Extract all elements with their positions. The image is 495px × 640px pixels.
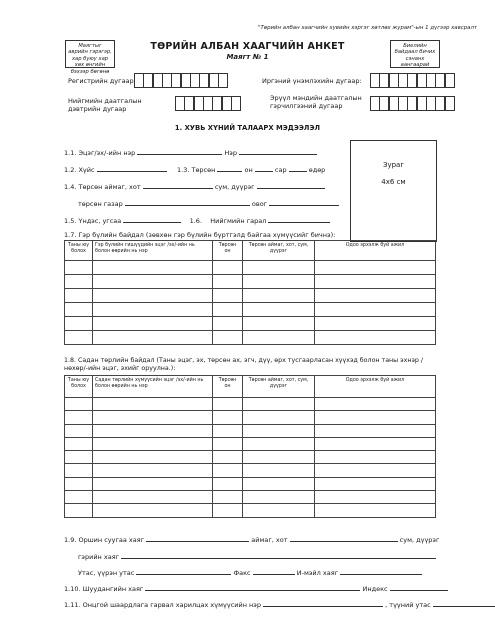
relatives-col-name: Садан төрлийн хүмүүсийн эцэг /эх/-ийн нь болон өөрийн нь нэр [93, 376, 213, 398]
field-1-11 [64, 600, 495, 609]
birth-month-input[interactable] [255, 165, 273, 172]
birth-district-input[interactable] [257, 182, 325, 189]
table-row[interactable] [65, 504, 436, 517]
ethnicity-input[interactable] [123, 216, 181, 223]
field-1-9 [64, 535, 439, 544]
relatives-col-place: Төрсөн аймаг, хот, сум, дүүрэг [243, 376, 315, 398]
field-1-10 [64, 584, 448, 593]
field-1-2-label: 1.2. Хүйс [64, 166, 95, 174]
section1-title: 1. ХУВЬ ХҮНИЙ ТАЛААРХ МЭДЭЭЛЭЛ [174, 124, 321, 132]
relatives-col-year: Төрсөн он [213, 376, 243, 398]
fax-label: Факс [233, 569, 251, 577]
field-1-1-label: 1.1. Эцэг/эх/-ийн нэр [64, 149, 136, 157]
table-row[interactable] [65, 275, 436, 289]
emergency-phone-input[interactable] [433, 600, 495, 607]
birth-day-input[interactable] [289, 165, 307, 172]
province-input[interactable] [290, 535, 398, 542]
field-1-6-num: 1.6. [189, 217, 203, 225]
photo-label: Зураг [382, 161, 405, 169]
birth-province-input[interactable] [143, 182, 213, 189]
day-label: өдөр [308, 166, 326, 174]
family-col-job: Одоо эрхэлж буй ажил [315, 241, 436, 261]
postal-address-input[interactable] [145, 584, 360, 591]
field-1-4-label: 1.4. Төрсөн аймаг, хот [64, 183, 141, 191]
header-note: "Төрийн албан хаагчийн хувийн хэргэг хөтлөх журам"-ын 1 дүгээр хавсралт [258, 25, 478, 31]
field-1-9-home [78, 552, 436, 561]
health-label-1: Эрүүл мэндийн даатгалын [270, 94, 362, 102]
table-row[interactable] [65, 261, 436, 275]
table-row[interactable] [65, 303, 436, 317]
social-origin-input[interactable] [268, 216, 330, 223]
field-1-9-contact [78, 568, 422, 577]
address-input[interactable] [146, 535, 249, 542]
email-input[interactable] [340, 568, 422, 575]
table-row[interactable] [65, 411, 436, 424]
field-name-label: Нэр [224, 149, 238, 157]
birthplace-label: төрсөн газар [78, 200, 123, 208]
health-label-2: гэрчилгээний дугаар [270, 102, 343, 110]
field-1-5 [64, 216, 330, 225]
field-1-2 [64, 165, 325, 174]
field-1-10-label: 1.10. Шуудангийн хаяг [64, 585, 144, 593]
sum-label: сум, дүүрэг [399, 536, 440, 544]
index-label: Индекс [362, 585, 388, 593]
form-title: ТӨРИЙН АЛБАН ХААГЧИЙН АНКЕТ [150, 41, 345, 52]
district-label: сум, дүүрэг [214, 183, 255, 191]
family-col-name: Гэр бүлийн гишүүдийн эцэг /эх/-ийн нь болон өөрийн нь нэр [93, 241, 213, 261]
field-1-8-label: 1.8. Садан төрлийн байдал (Таны эцэг, эх, төрсөн ах, эгч, дүү, өрх тусгаарласан хүүхэд болон таны эхнэр / нөхөр/-ийн эцэг, эхийг оруулна.): [64, 357, 424, 372]
reg-number-cells[interactable] [134, 73, 227, 88]
id-label: Иргэний үнэмлэхийн дугаар: [262, 77, 362, 85]
reg-label: Регистрийн дугаар [68, 77, 134, 85]
photo-size: 4x6 см [381, 178, 406, 186]
fax-input[interactable] [253, 568, 295, 575]
table-row[interactable] [65, 317, 436, 331]
table-row[interactable] [65, 451, 436, 464]
table-row[interactable] [65, 477, 436, 490]
name-input[interactable] [239, 148, 317, 155]
emergency-phone-label: , түүний утас [385, 601, 431, 609]
id-number-cells[interactable] [370, 73, 454, 88]
form-subtitle: Маягт № 1 [226, 53, 269, 61]
ins-number-cells[interactable] [175, 96, 240, 111]
left-note: Маягтыг аврийн гэрэгэр, хар буюу хар хөх өнгийн бэхээр бөгөнө [68, 43, 112, 75]
birth-year-input[interactable] [217, 165, 242, 172]
home-address-label: гэрийн хаяг [78, 553, 120, 561]
table-row[interactable] [65, 289, 436, 303]
right-note: Биелийн байдаал бичих сэнанх аангаарай [394, 43, 436, 69]
index-input[interactable] [390, 584, 448, 591]
table-row[interactable] [65, 331, 436, 345]
field-1-6-label: Нийгмийн гарал [210, 217, 267, 225]
birthplace-input[interactable] [125, 199, 250, 206]
field-1-5-label: 1.5. Үндэс, угсаа [64, 217, 122, 225]
phone-input[interactable] [136, 568, 231, 575]
table-row[interactable] [65, 398, 436, 411]
field-1-4 [64, 182, 325, 191]
health-number-cells[interactable] [370, 96, 454, 111]
family-col-relation: Таны юу болох [65, 241, 93, 261]
field-1-4-b [78, 199, 339, 208]
family-col-place: Төрсөн аймаг, хот, сум, дүүрэг [243, 241, 315, 261]
field-1-1 [64, 148, 317, 157]
family-col-year: Төрсөн он [213, 241, 243, 261]
clan-input[interactable] [269, 199, 339, 206]
year-label: он [244, 166, 253, 174]
relatives-col-job: Одоо эрхэлж буй ажил [315, 376, 436, 398]
home-address-input[interactable] [121, 552, 436, 559]
ins-label-1: Нийгмийн даатгалын [68, 97, 142, 105]
field-1-9-label: 1.9. Оршин суугаа хаяг [64, 536, 145, 544]
phone-label: Утас, үүрэн утас [78, 569, 135, 577]
clan-label: овог [251, 200, 268, 208]
emergency-contact-input[interactable] [263, 600, 383, 607]
table-row[interactable] [65, 464, 436, 477]
table-row[interactable] [65, 437, 436, 450]
parent-name-input[interactable] [137, 148, 222, 155]
relatives-table [64, 375, 436, 518]
ins-label-2: дэвтрийн дугаар [68, 105, 127, 113]
field-1-3-label: 1.3. Төрсөн [177, 166, 216, 174]
field-1-11-label: 1.11. Онцгой шаардлага гарвал харилцах хүмүүсийн нэр [64, 601, 261, 609]
table-row[interactable] [65, 424, 436, 437]
relatives-col-relation: Таны юу болох [65, 376, 93, 398]
table-row[interactable] [65, 491, 436, 504]
email-label: И-мэйл хаяг [296, 569, 339, 577]
gender-input[interactable] [97, 165, 167, 172]
family-table [64, 240, 436, 345]
field-1-7-label: 1.7. Гэр бүлийн байдал (зөвхөн гэр бүлийн бүртгэлд байгаа хүмүүсийг бичнэ): [64, 231, 336, 239]
province-label: аймаг, хот [251, 536, 288, 544]
month-label: сар [274, 166, 287, 174]
photo-box [350, 140, 437, 242]
